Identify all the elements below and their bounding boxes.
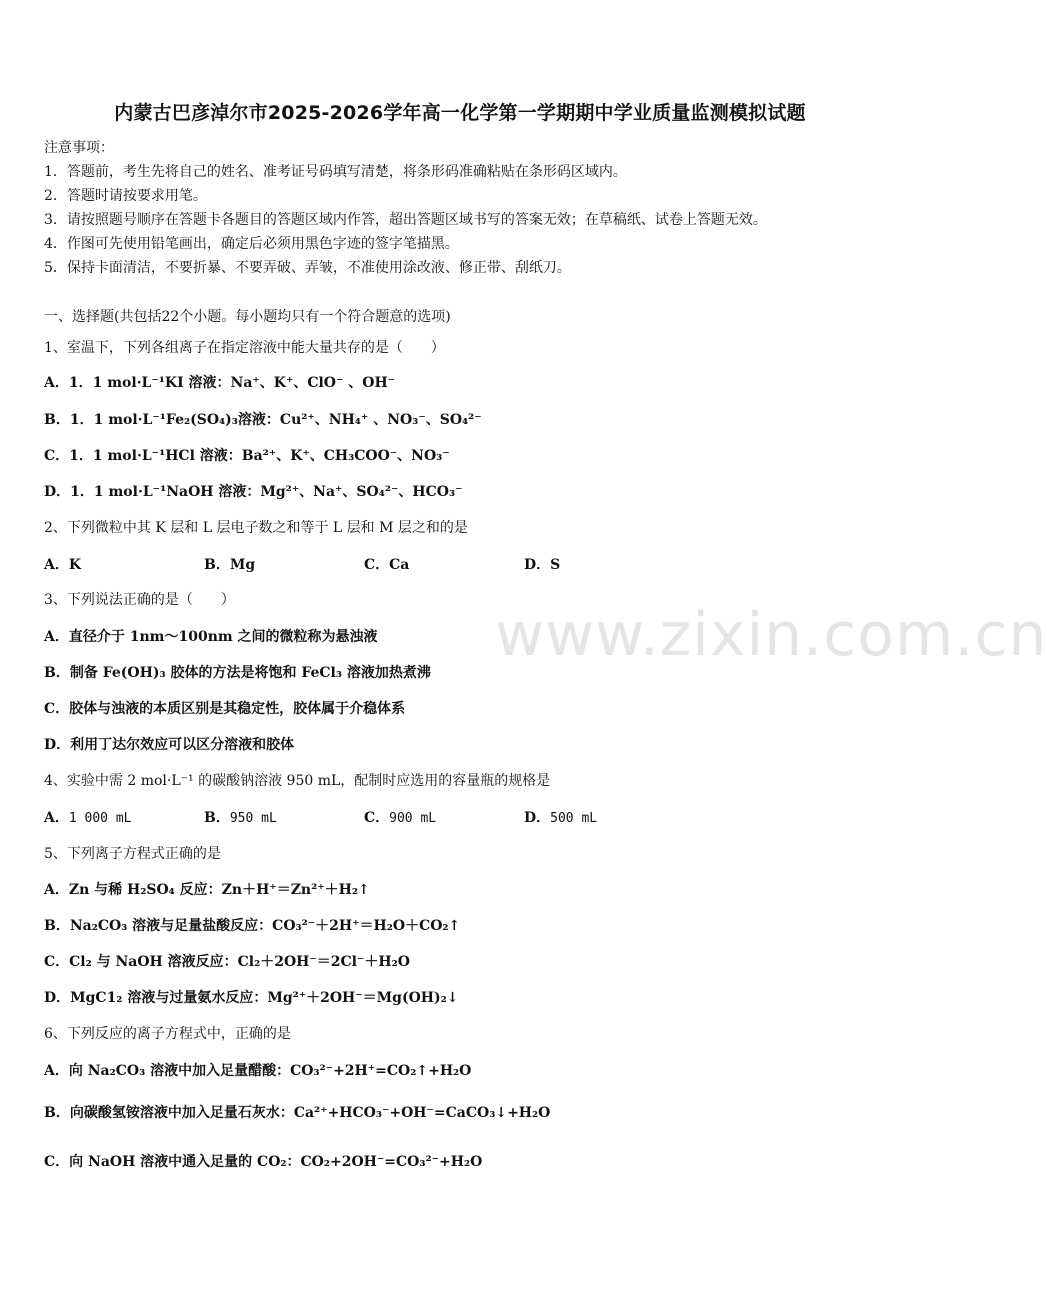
question-3-option-d: D．利用丁达尔效应可以区分溶液和胶体 (44, 737, 295, 753)
section-heading: 一、选择题(共包括22个小题。每小题均只有一个符合题意的选项) (44, 309, 451, 325)
question-5-option-a: A．Zn 与稀 H₂SO₄ 反应：Zn＋H⁺＝Zn²⁺＋H₂↑ (44, 882, 370, 898)
question-6-stem: 6、下列反应的离子方程式中，正确的是 (44, 1026, 291, 1042)
question-5-stem: 5、下列离子方程式正确的是 (44, 846, 221, 862)
question-6-option-b: B．向碳酸氢铵溶液中加入足量石灰水：Ca²⁺+HCO₃⁻+OH⁻=CaCO₃↓+H₂O (44, 1105, 551, 1121)
question-2-option-d: D．S (524, 557, 561, 573)
question-3-option-a: A．直径介于 1nm～100nm 之间的微粒称为悬浊液 (44, 629, 378, 645)
question-2-option-b: B．Mg (204, 557, 256, 573)
question-4-option-d (524, 808, 597, 829)
question-4-stem: 4、实验中需 2 mol·L⁻¹ 的碳酸钠溶液 950 mL，配制时应选用的容量瓶的规格是 (44, 773, 551, 789)
question-1-option-a: A．1．1 mol·L⁻¹KI 溶液：Na⁺、K⁺、ClO⁻ 、OH⁻ (44, 375, 396, 391)
question-2-option-c: C．Ca (364, 557, 410, 573)
option-label: D． (524, 810, 551, 826)
question-5-option-b: B．Na₂CO₃ 溶液与足量盐酸反应：CO₃²⁻＋2H⁺＝H₂O＋CO₂↑ (44, 918, 461, 934)
question-2-option-a: A．K (44, 557, 82, 573)
option-label: C． (364, 810, 390, 826)
question-1-option-c: C．1．1 mol·L⁻¹HCl 溶液：Ba²⁺、K⁺、CH₃COO⁻、NO₃⁻ (44, 448, 450, 464)
option-label: B． (204, 810, 230, 826)
question-5-option-c: C．Cl₂ 与 NaOH 溶液反应：Cl₂＋2OH⁻＝2Cl⁻＋H₂O (44, 954, 410, 970)
page-title: 内蒙古巴彦淖尔市2025-2026学年高一化学第一学期期中学业质量监测模拟试题 (114, 102, 806, 124)
note-item: 2．答题时请按要求用笔。 (44, 188, 207, 204)
question-4-option-b (204, 808, 277, 829)
question-3-stem: 3、下列说法正确的是（ ） (44, 592, 235, 608)
question-5-option-d: D．MgC1₂ 溶液与过量氨水反应：Mg²⁺＋2OH⁻＝Mg(OH)₂↓ (44, 990, 459, 1006)
note-item: 5．保持卡面清洁，不要折暴、不要弄破、弄皱，不准使用涂改液、修正带、刮纸刀。 (44, 260, 571, 276)
question-1-option-b: B．1．1 mol·L⁻¹Fe₂(SO₄)₃溶液：Cu²⁺、NH₄⁺ 、NO₃⁻、SO₄²⁻ (44, 412, 482, 428)
question-1-option-d: D．1．1 mol·L⁻¹NaOH 溶液：Mg²⁺、Na⁺、SO₄²⁻、HCO₃⁻ (44, 484, 463, 500)
question-4-option-c (364, 808, 436, 829)
question-2-stem: 2、下列微粒中其 K 层和 L 层电子数之和等于 L 层和 M 层之和的是 (44, 520, 468, 536)
option-label: A． (44, 810, 69, 826)
question-6-option-c: C．向 NaOH 溶液中通入足量的 CO₂：CO₂+2OH⁻=CO₃²⁻+H₂O (44, 1154, 483, 1170)
note-item: 1．答题前，考生先将自己的姓名、准考证号码填写清楚，将条形码准确粘贴在条形码区域内。 (44, 164, 627, 180)
option-value: 500 mL (550, 811, 598, 826)
question-3-option-b: B．制备 Fe(OH)₃ 胶体的方法是将饱和 FeCl₃ 溶液加热煮沸 (44, 665, 431, 681)
notes-heading: 注意事项： (44, 140, 114, 156)
note-item: 3．请按照题号顺序在答题卡各题目的答题区域内作答，超出答题区域书写的答案无效；在草稿纸、试卷上答题无效。 (44, 212, 767, 228)
option-value: 1 000 mL (68, 811, 132, 826)
note-item: 4．作图可先使用铅笔画出，确定后必须用黑色字迹的签字笔描黑。 (44, 236, 459, 252)
option-value: 950 mL (229, 811, 277, 826)
question-4-option-a (44, 808, 132, 829)
question-6-option-a: A．向 Na₂CO₃ 溶液中加入足量醋酸：CO₃²⁻+2H⁺=CO₂↑+H₂O (44, 1063, 472, 1079)
option-value: 900 mL (389, 811, 437, 826)
question-1-stem: 1、室温下，下列各组离子在指定溶液中能大量共存的是（ ） (44, 340, 445, 356)
question-3-option-c: C．胶体与浊液的本质区别是其稳定性，胶体属于介稳体系 (44, 701, 406, 717)
watermark: www.zixin.com.cn (495, 600, 1047, 670)
